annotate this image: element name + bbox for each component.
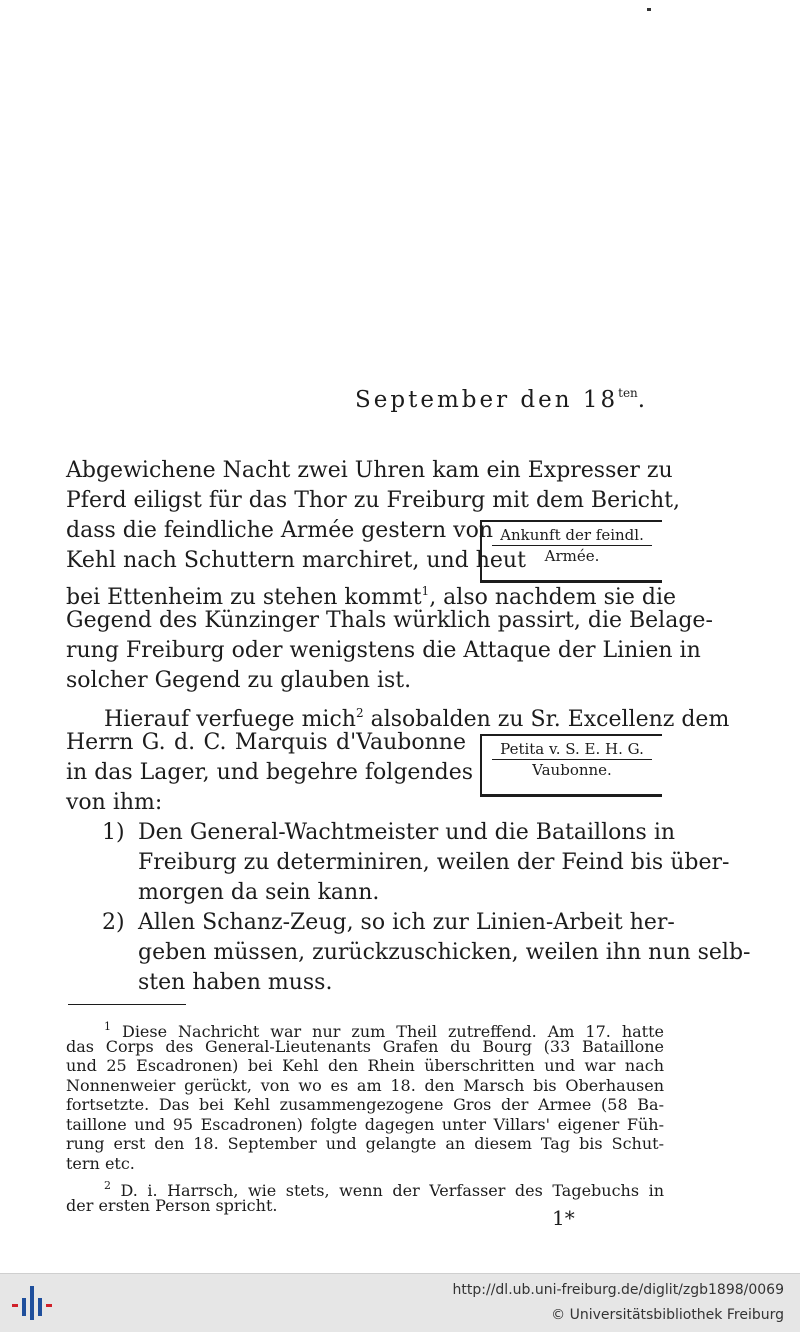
text-line: in das Lager, und begehre folgendes (66, 760, 473, 785)
footnote-marker: 2 (104, 1179, 111, 1192)
list-item-line: Den General-Wachtmeister und die Bataillons in (138, 820, 676, 845)
footnote-line: fortsetzte. Das bei Kehl zusammengezogene Gros der Armee (58 Ba- (66, 1095, 664, 1114)
footnote-line: $^2$ D. i. Harrsch, wie stets, wenn der Verfasser des Tagebuchs in (104, 1179, 664, 1200)
text-line: von ihm: (66, 790, 163, 815)
copyright-notice: © Universitätsbibliothek Freiburg (551, 1307, 784, 1323)
list-item-line: sten haben muss. (138, 970, 333, 995)
footnote-line: taillone und 95 Escadronen) folgte dagegen unter Villars' eigener Füh- (66, 1115, 664, 1134)
footnote-line: tern etc. (66, 1154, 135, 1173)
text-line: Herrn G. d. C. Marquis d'Vaubonne (66, 730, 466, 755)
text-line: Abgewichene Nacht zwei Uhren kam ein Expresser zu (66, 458, 673, 483)
footnote-line: Nonnenweier gerückt, von wo es am 18. den Marsch bis Oberhausen (66, 1076, 664, 1095)
footnote-marker: 1 (104, 1020, 111, 1033)
viewer-footer-bar (0, 1273, 800, 1332)
footnote-line: das Corps des General-Lieutenants Grafen du Bourg (33 Bataillone (66, 1037, 664, 1056)
text-line: Pferd eiligst für das Thor zu Freiburg mit dem Bericht, (66, 488, 680, 513)
page-number: 1* (552, 1206, 575, 1230)
footnote-marker: 2 (355, 706, 364, 720)
margin-note-arrival: Ankunft der feindl. Armée. (480, 520, 662, 583)
footnote-line: $^1$ Diese Nachricht war nur zum Theil zutreffend. Am 17. hatte (104, 1020, 664, 1041)
footnote-line: und 25 Escadronen) bei Kehl den Rhein überschritten und war nach (66, 1056, 664, 1075)
list-item-line: Allen Schanz-Zeug, so ich zur Linien-Arbeit her- (138, 910, 675, 935)
list-number: 1) (102, 820, 125, 845)
list-item-line: Freiburg zu determiniren, weilen der Feind bis über- (138, 850, 730, 875)
text-line: dass die feindliche Armée gestern von (66, 518, 494, 543)
text-line: Hierauf verfuege mich$^2$ alsobalden zu Sr. Excellenz dem (104, 706, 730, 732)
list-number: 2) (102, 910, 125, 935)
text-line: Kehl nach Schuttern marchiret, und heut (66, 548, 526, 573)
document-url-link[interactable]: http://dl.ub.uni-freiburg.de/diglit/zgb1898/0069 (452, 1282, 784, 1298)
text-line: rung Freiburg oder wenigstens die Attaque der Linien in (66, 638, 701, 663)
footnote-rule (68, 1004, 186, 1005)
text-line: bei Ettenheim zu stehen kommt$^1$, also nachdem sie die (66, 584, 677, 610)
text-line: solcher Gegend zu glauben ist. (66, 668, 412, 693)
date-heading: September den $18^{ten}$. (355, 386, 649, 413)
library-logo-icon[interactable] (12, 1284, 52, 1322)
footnote-line: rung erst den 18. September und gelangte an diesem Tag bis Schut- (66, 1134, 664, 1153)
footnote-line: der ersten Person spricht. (66, 1196, 278, 1215)
text-line: Gegend des Künzinger Thals würklich passirt, die Belage- (66, 608, 713, 633)
footnote-marker: 1 (421, 584, 430, 598)
print-speck (647, 8, 651, 11)
list-item-line: geben müssen, zurückzuschicken, weilen ihn nun selb- (138, 940, 751, 965)
list-item-line: morgen da sein kann. (138, 880, 380, 905)
margin-note-petita: Petita v. S. E. H. G. Vaubonne. (480, 734, 662, 797)
